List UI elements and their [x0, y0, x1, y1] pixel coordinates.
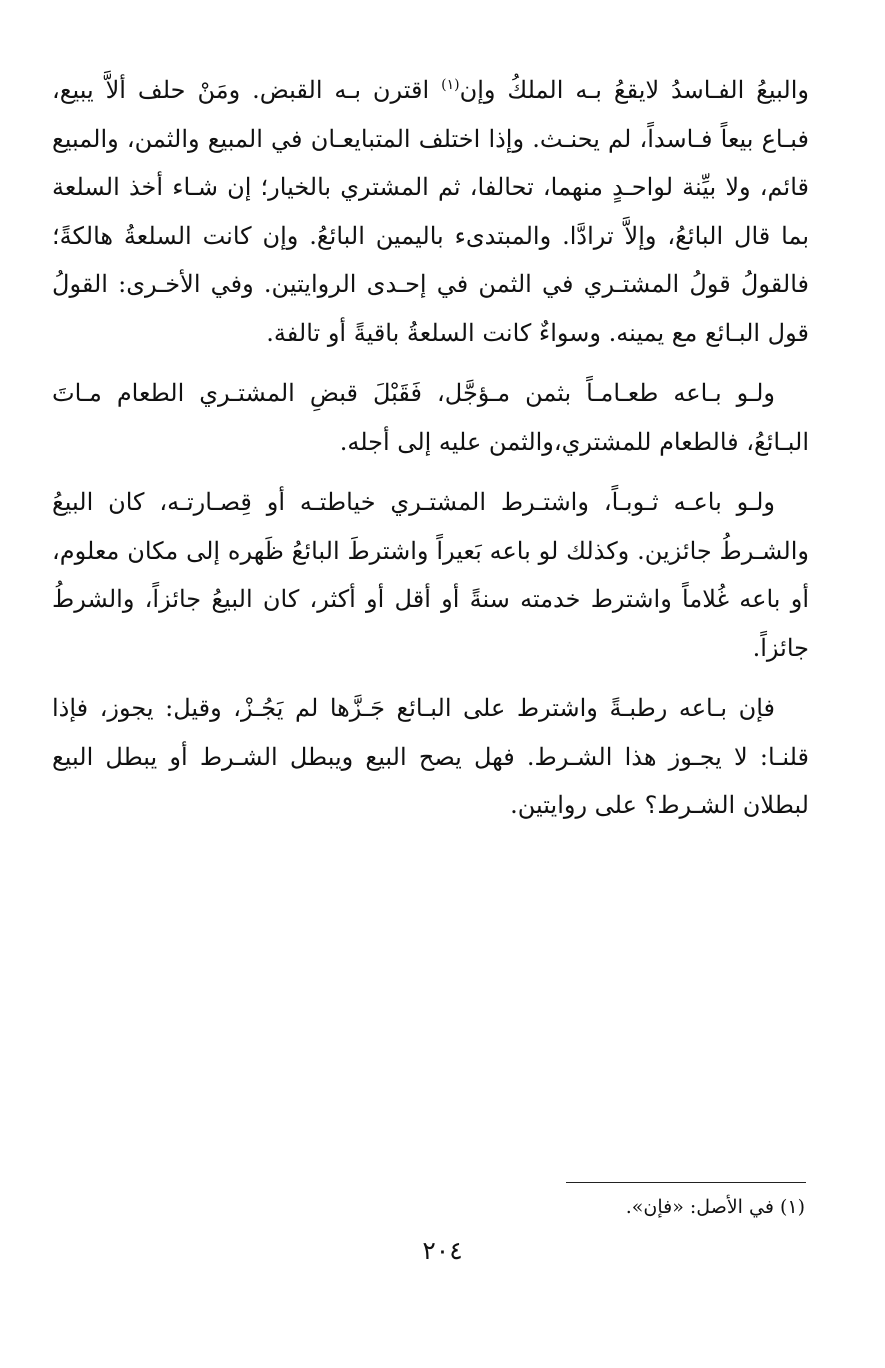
paragraph-1	[52, 66, 809, 357]
paragraph-1-start: والبيعُ الفـاسدُ لايقعُ بـه الملكُ وإن	[459, 76, 809, 104]
paragraph-4: فإن بـاعه رطبـةً واشترط على البـائع جَـزَّها لم يَجُـزْ، وقيل: يجوز، فإذا قلنـا: لا يجـوز هذا الشـرط. فهل يصح البيع ويبطل الشـرط أو يبطل البيع لبطلان الشـرط؟ على روايتين.	[52, 694, 809, 819]
main-text	[52, 66, 809, 842]
footnote-divider	[566, 1182, 806, 1183]
paragraph-3: ولـو باعـه ثـوبـاً، واشتـرط المشتـري خياطتـه أو قِصـارتـه، كان البيعُ والشـرطُ جائزين. وكذلك لو باعه بَعيراً واشترطَ البائعُ ظَهره إلى مكان معلوم، أو باعه غُلاماً واشترط خدمته سنةً أو أقل أو أكثر، كان البيعُ جائزاً، والشرطُ جائزاً.	[52, 488, 809, 662]
page-number: ٢٠٤	[422, 1236, 463, 1265]
footnote: (١) في الأصل: «فإن».	[625, 1196, 805, 1218]
paragraph-1-rest: اقترن بـه القبض. ومَنْ حلف ألاَّ يبيع، فبـاع بيعاً فـاسداً، لم يحنـث. وإذا اختلف المتبايعـان في المبيع والثمن، والمبيع قائم، ولا بيِّنة لواحـدٍ منهما، تحالفا، ثم المشتري بالخيار؛ إن شـاء أخذ السلعة بما قال البائعُ، وإلاَّ ترادَّا. والمبتدىء باليمين البائعُ. وإن كانت السلعةُ هالكةً؛ فالقولُ قولُ المشتـري في الثمن في إحـدى الروايتين. وفي الأخـرى: القولُ قول البـائع مع يمينه. وسواءٌ كانت السلعةُ باقيةً أو تالفة.	[52, 76, 809, 347]
paragraph-2: ولـو بـاعه طعـامـاً بثمن مـؤجَّل، فَقَبْلَ قبضِ المشتـري الطعام مـاتَ البـائعُ، فالطعام للمشتري،والثمن عليه إلى أجله.	[52, 379, 809, 456]
footnote-reference: (١)	[441, 77, 460, 93]
